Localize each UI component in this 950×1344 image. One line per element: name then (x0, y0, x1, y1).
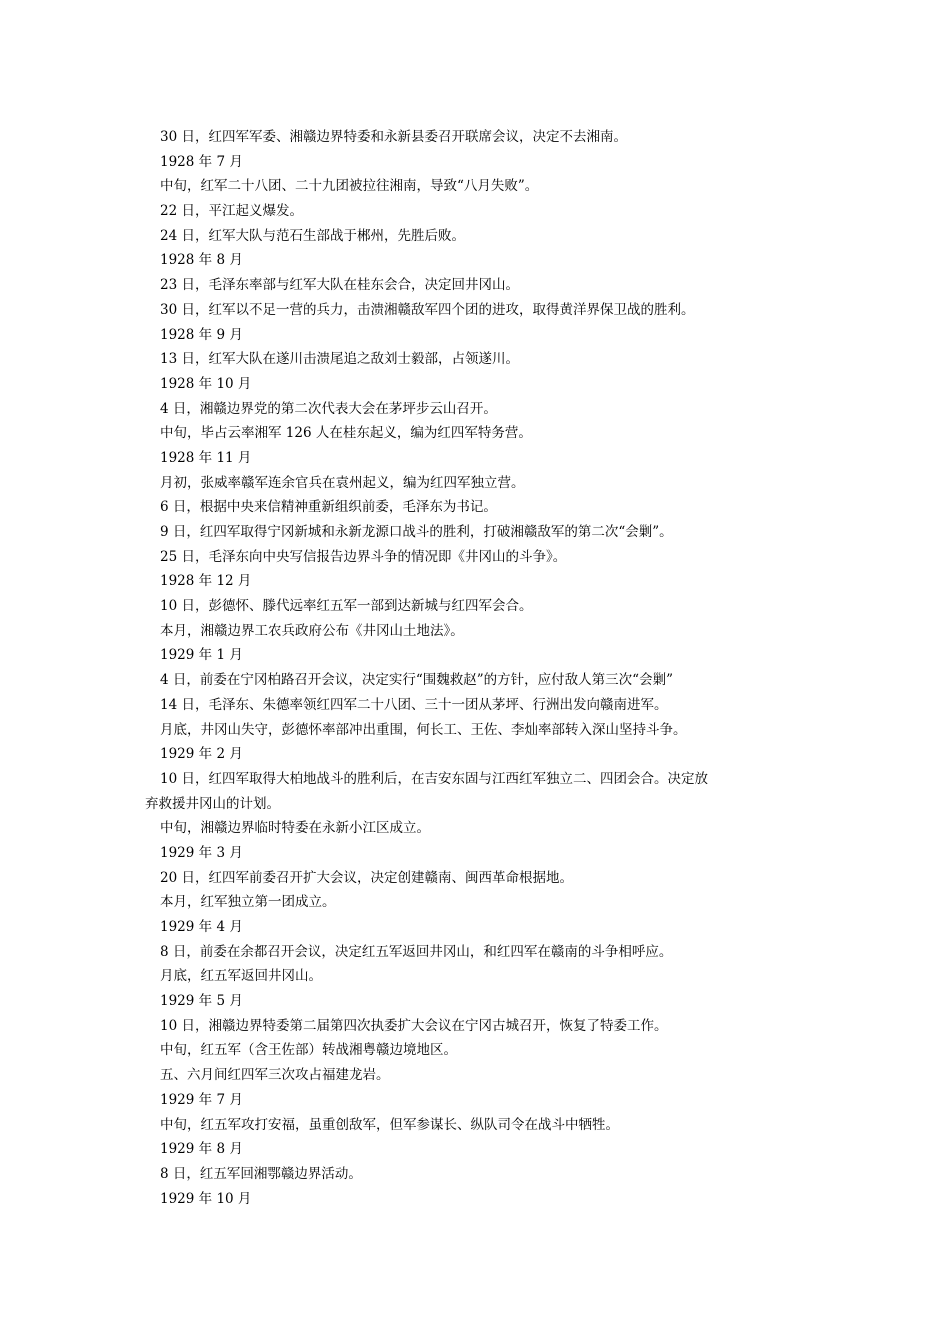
date-heading: 1929 年 5 月 (160, 993, 243, 1010)
chronology-text (0, 125, 950, 1211)
text-line: 中旬，红五军（含王佐部）转战湘粤赣边境地区。 (160, 1042, 457, 1059)
date-heading: 1928 年 7 月 (160, 153, 243, 170)
text-line: 五、六月间红四军三次攻占福建龙岩。 (160, 1067, 390, 1084)
text-line: 8 日，前委在余都召开会议，决定红五军返回井冈山，和红四军在赣南的斗争相呼应。 (160, 943, 673, 960)
text-line: 22 日，平江起义爆发。 (160, 203, 303, 220)
date-heading: 1929 年 8 月 (160, 1141, 243, 1158)
text-line: 10 日，红四军取得大柏地战斗的胜利后，在吉安东固与江西红军独立二、四团会合。决定放 (160, 770, 708, 787)
text-line: 月初，张威率赣军连余官兵在袁州起义，编为红四军独立营。 (160, 474, 525, 491)
text-line: 本月，红军独立第一团成立。 (160, 894, 336, 911)
text-line: 8 日，红五军回湘鄂赣边界活动。 (160, 1165, 362, 1182)
text-line-continuation: 弃救援井冈山的计划。 (145, 795, 280, 812)
text-line: 中旬，毕占云率湘军 126 人在桂东起义，编为红四军特务营。 (160, 425, 532, 442)
text-line: 9 日，红四军取得宁冈新城和永新龙源口战斗的胜利，打破湘赣敌军的第二次“会剿”。 (160, 524, 673, 540)
date-heading: 1929 年 10 月 (160, 1190, 252, 1207)
text-line: 6 日，根据中央来信精神重新组织前委，毛泽东为书记。 (160, 499, 497, 516)
text-line: 30 日，红军以不足一营的兵力，击溃湘赣敌军四个团的进攻，取得黄洋界保卫战的胜利。 (160, 301, 695, 318)
text-line: 中旬，红军二十八团、二十九团被拉往湘南，导致“八月失败”。 (160, 178, 539, 195)
date-heading: 1928 年 10 月 (160, 375, 252, 392)
date-heading: 1929 年 3 月 (160, 844, 243, 861)
text-line: 中旬，湘赣边界临时特委在永新小江区成立。 (160, 820, 430, 837)
text-line: 25 日，毛泽东向中央写信报告边界斗争的情况即《井冈山的斗争》。 (160, 548, 567, 565)
date-heading: 1928 年 8 月 (160, 252, 243, 269)
text-line: 中旬，红五军攻打安福，虽重创敌军，但军参谋长、纵队司令在战斗中牺牲。 (160, 1116, 619, 1133)
date-heading: 1928 年 9 月 (160, 326, 243, 343)
text-line: 23 日，毛泽东率部与红军大队在桂东会合，决定回井冈山。 (160, 277, 519, 294)
text-line: 14 日，毛泽东、朱德率领红四军二十八团、三十一团从茅坪、行洲出发向赣南进军。 (160, 696, 668, 713)
text-line: 月底，红五军返回井冈山。 (160, 968, 322, 985)
text-line: 4 日，前委在宁冈柏路召开会议，决定实行“围魏救赵”的方针，应付敌人第三次“会剿” (160, 672, 673, 689)
date-heading: 1928 年 12 月 (160, 573, 252, 590)
text-line: 10 日，彭德怀、滕代远率红五军一部到达新城与红四军会合。 (160, 598, 533, 615)
text-line: 10 日，湘赣边界特委第二届第四次执委扩大会议在宁冈古城召开，恢复了特委工作。 (160, 1017, 668, 1034)
text-line: 月底，井冈山失守，彭德怀率部冲出重围，何长工、王佐、李灿率部转入深山坚持斗争。 (160, 721, 687, 738)
text-line: 20 日，红四军前委召开扩大会议，决定创建赣南、闽西革命根据地。 (160, 869, 573, 886)
text-line: 30 日，红四军军委、湘赣边界特委和永新县委召开联席会议，决定不去湘南。 (160, 129, 627, 145)
date-heading: 1928 年 11 月 (160, 449, 252, 466)
text-line: 24 日，红军大队与范石生部战于郴州，先胜后败。 (160, 227, 465, 244)
date-heading: 1929 年 1 月 (160, 647, 243, 664)
date-heading: 1929 年 7 月 (160, 1091, 243, 1108)
text-line: 本月，湘赣边界工农兵政府公布《井冈山土地法》。 (160, 622, 464, 639)
text-line: 13 日，红军大队在遂川击溃尾追之敌刘士毅部，占领遂川。 (160, 351, 519, 368)
date-heading: 1929 年 2 月 (160, 746, 243, 763)
date-heading: 1929 年 4 月 (160, 919, 243, 935)
text-line: 4 日，湘赣边界党的第二次代表大会在茅坪步云山召开。 (160, 400, 497, 417)
